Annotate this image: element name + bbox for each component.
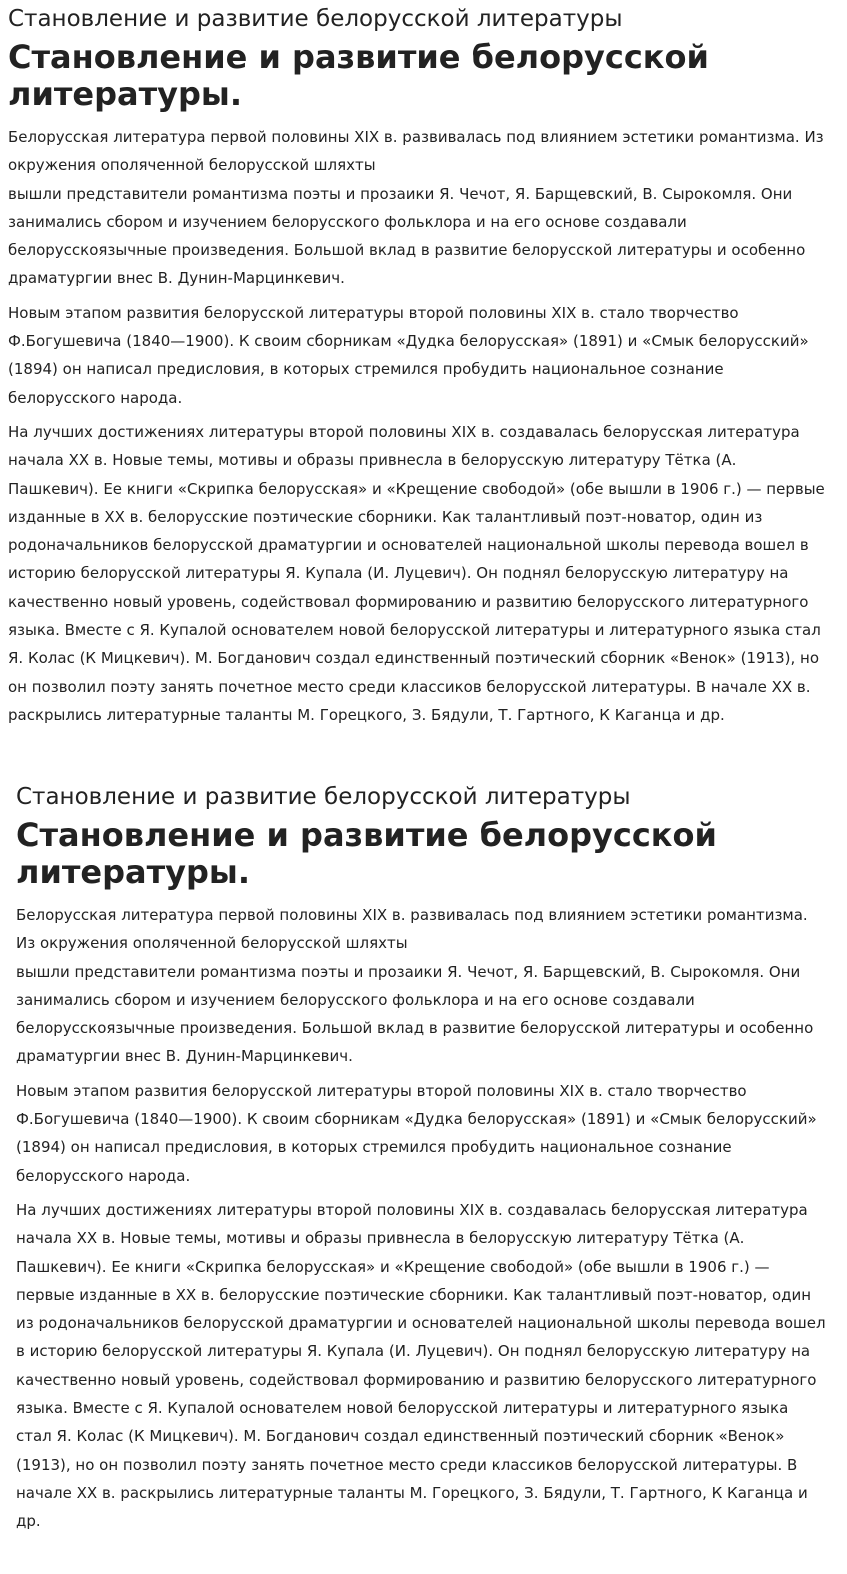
article-heading: Становление и развитие белорусской литературы. (16, 816, 717, 891)
document-title: Становление и развитие белорусской литературы (16, 784, 631, 810)
paragraph-romanticism: Белорусская литература первой половины XIX в. развивалась под влиянием эстетики романтизма. Из окружения ополяченной белорусской шляхты вышли представители романтизма поэты и прозаики Я. Чечот, Я. Барщевский, В. Сырокомля. Они занимались сбором и изучением белорусского фольклора и на его основе создавали белорусскоязычные произведения. Большой вклад в развитие белорусской литературы и особенно драматургии внес В. Дунин-Марцинкевич. (16, 906, 814, 1066)
article-block-2 (16, 782, 828, 1542)
article-block-1 (8, 4, 828, 735)
paragraph-bogushevich: Новым этапом развития белорусской литературы второй половины XIX в. стало творчество Ф.Богушевича (1840—1900). К своим сборникам «Дудка белорусская» (1891) и «Смык белорусский» (1894) он написал предисловия, в которых стремился пробудить национальное сознание белорусского народа. (16, 1081, 817, 1185)
paragraph-romanticism: Белорусская литература первой половины XIX в. развивалась под влиянием эстетики романтизма. Из окружения ополяченной белорусской шляхты вышли представители романтизма поэты и прозаики Я. Чечот, Я. Барщевский, В. Сырокомля. Они занимались сбором и изучением белорусского фольклора и на его основе создавали белорусскоязычные произведения. Большой вклад в развитие белорусской литературы и особенно драматургии внес В. Дунин-Марцинкевич. (8, 128, 824, 288)
paragraph-early-20th-century: На лучших достижениях литературы второй половины XIX в. создавалась белорусская литература начала XX в. Новые темы, мотивы и образы привнесла в белорусскую литературу Тётка (А. Пашкевич). Ее книги «Скрипка белорусская» и «Крещение свободой» (обе вышли в 1906 г.) — первые изданные в XX в. белорусские поэтические сборники. Как талантливый поэт-новатор, один из родоначальников белорусской драматургии и основателей национальной школы перевода вошел в историю белорусской литературы Я. Купала (И. Луцевич). Он поднял белорусскую литературу на качественно новый уровень, содействовал формированию и развитию белорусского литературного языка. Вместе с Я. Купалой основателем новой белорусской литературы и литературного языка стал Я. Колас (К Мицкевич). М. Богданович создал единственный поэтический сборник «Венок» (1913), но он позволил поэту занять почетное место среди классиков белорусской литературы. В начале XX в. раскрылись литературные таланты М. Горецкого, З. Бядули, Т. Гартного, К Каганца и др. (16, 1200, 826, 1531)
article-heading: Становление и развитие белорусской литературы. (8, 38, 709, 113)
paragraph-bogushevich: Новым этапом развития белорусской литературы второй половины XIX в. стало творчество Ф.Богушевича (1840—1900). К своим сборникам «Дудка белорусская» (1891) и «Смык белорусский» (1894) он написал предисловия, в которых стремился пробудить национальное сознание белорусского народа. (8, 303, 809, 407)
paragraph-early-20th-century: На лучших достижениях литературы второй половины XIX в. создавалась белорусская литература начала XX в. Новые темы, мотивы и образы привнесла в белорусскую литературу Тётка (А. Пашкевич). Ее книги «Скрипка белорусская» и «Крещение свободой» (обе вышли в 1906 г.) — первые изданные в XX в. белорусские поэтические сборники. Как талантливый поэт-новатор, один из родоначальников белорусской драматургии и основателей национальной школы перевода вошел в историю белорусской литературы Я. Купала (И. Луцевич). Он поднял белорусскую литературу на качественно новый уровень, содействовал формированию и развитию белорусского литературного языка. Вместе с Я. Купалой основателем новой белорусской литературы и литературного языка стал Я. Колас (К Мицкевич). М. Богданович создал единственный поэтический сборник «Венок» (1913), но он позволил поэту занять почетное место среди классиков белорусской литературы. В начале XX в. раскрылись литературные таланты М. Горецкого, З. Бядули, Т. Гартного, К Каганца и др. (8, 422, 825, 724)
document-title: Становление и развитие белорусской литературы (8, 6, 623, 32)
